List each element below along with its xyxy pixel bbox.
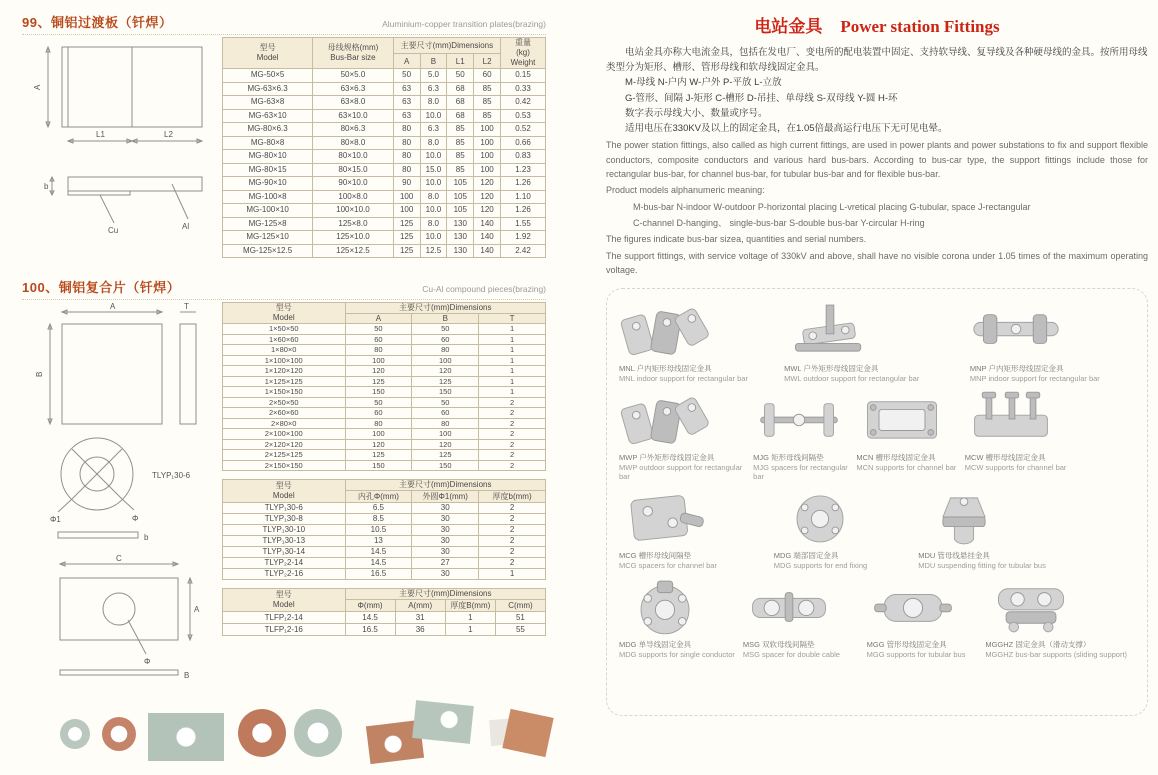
photo-green-washer-small xyxy=(60,719,90,749)
dim-a: A xyxy=(33,84,42,90)
intro-zh-line-3: 数字表示母线大小、数量或序号。 xyxy=(625,107,768,119)
product-caption-zh: MSG 双软母线间隔垫 xyxy=(742,640,815,650)
section-100-title: 100、铜铝复合片（钎焊） xyxy=(22,280,181,295)
product-caption-en: MDU suspending fitting for tubular bus xyxy=(918,561,1046,571)
table-row: 1×125×125 125 125 1 xyxy=(223,376,546,387)
product-row xyxy=(619,384,1135,483)
product-row xyxy=(619,571,1135,660)
washer-drawing xyxy=(22,432,220,550)
bar-clamp-icon xyxy=(970,295,1129,361)
table-row: 1×150×150 150 150 1 xyxy=(223,387,546,398)
table-body xyxy=(223,324,546,471)
product-cell-mdg2 xyxy=(619,571,743,660)
dim-b2: b xyxy=(144,533,149,542)
intro-zh-paragraph: 电站金具亦称大电流金具，包括在发电厂、变电所的配电装置中固定、支持软导线、复导线及各种硬母线的金具。按所用母线类型分为矩形、槽形、管形母线和软母线固定金具。 xyxy=(606,47,1148,74)
table-row: MG-100×10 100×10.0 100 10.0 105 120 1.26 xyxy=(223,204,546,218)
dim-a2: A xyxy=(194,605,200,614)
product-caption-zh: MDU 管母线悬挂金具 xyxy=(918,551,990,561)
table-row: TLYP₁30-6 6.5 30 2 xyxy=(223,503,546,514)
product-caption-zh: MNP 户内矩形母线固定金具 xyxy=(969,363,1064,373)
page-title-en: Power station Fittings xyxy=(840,17,1000,36)
intro-en-line-5: The support fittings, with service voltage of 330kV and above, shall have no visible corona under 1.05 times of the maximum operating voltage. xyxy=(606,250,1148,276)
table-row: MG-80×10 80×10.0 80 10.0 85 100 0.83 xyxy=(223,150,546,164)
table-row: MG-80×6.3 80×6.3 80 6.3 85 100 0.52 xyxy=(223,123,546,137)
dim-b: b xyxy=(44,182,49,191)
table-row: MG-125×12.5 125×12.5 125 12.5 130 140 2.42 xyxy=(223,244,546,258)
product-caption-en: MGGHZ bus-bar supports (sliding support) xyxy=(985,650,1128,660)
table-row: 1×60×60 60 60 1 xyxy=(223,334,546,345)
flange-icon xyxy=(774,482,912,548)
product-caption-en: MJG spacers for rectangular bar xyxy=(753,462,848,482)
product-caption-en: MCW supports for channel bar xyxy=(964,462,1067,472)
intro-text xyxy=(606,45,1148,278)
section-100-subtitle-en: Cu-Al compound pieces(brazing) xyxy=(422,284,546,294)
product-cell-mgghz xyxy=(985,571,1135,660)
product-caption-zh: MJG 矩形母线间隔垫 xyxy=(753,452,824,462)
table-row: MG-80×8 80×8.0 80 8.0 85 100 0.66 xyxy=(223,136,546,150)
intro-zh-line-1: M-母线 N-户内 W-户外 P-平放 L-立放 xyxy=(625,77,782,89)
product-caption-zh: MGG 管形母线固定金具 xyxy=(866,640,947,650)
product-caption-en: MCN supports for channel bar xyxy=(856,462,957,472)
product-caption-en: MCG spacers for channel bar xyxy=(619,561,717,571)
product-cell-mjg xyxy=(753,384,856,483)
transition-plates-table: 型号 Model 母线规格(mm) Bus-Bar size 主要尺寸(mm)Dimensions 重量 (kg) Weight A B L1 L2 MG-50×5 50×5.0 50 5.0 50 60 0.15 MG-63×6.3 63×6.3 63 6.3 68 85 0.33 MG-63×8 63×8.0 63 8.0 68 85 0.42 MG-63×10 63×10.0 63 10.0 68 85 0.53 MG-80×6.3 80×6.3 80 6.3 85 100 0.52 MG-80×8 80×8.0 80 8.0 85 100 0.66 MG-80×10 80×10.0 80 10.0 85 100 0.83 MG-80×15 80×15.0 80 15.0 85 100 1.23 MG-90×10 90×10.0 90 10.0 105 120 1.26 MG-100×8 100×8.0 100 8.0 105 120 1.10 MG-100×10 100×10.0 100 10.0 105 120 1.26 MG-125×8 125×8.0 125 8.0 130 140 1.55 MG-125×10 125×10.0 125 10.0 130 140 1.92 MG-125×12.5 125×12.5 125 12.5 130 140 2.42 xyxy=(222,37,546,258)
intro-en-paragraph: The power station fittings, also called as high current fittings, are used in power plants and power substations to fix and support flexible conductors, composite conductors and various hard bus-bars. According to bus-car type, the support fittings include those for rectangular bus-bar, for channel bus-bar, for tubular bus-bar and for flexible bus-bar. xyxy=(606,140,1148,179)
table-row: TLYP₂2-16 16.5 30 1 xyxy=(223,569,546,580)
photo-copper-washer-small xyxy=(102,717,136,751)
product-gallery-box xyxy=(606,288,1148,716)
intro-zh-line-2: G-管形、间隔 J-矩形 C-槽形 D-吊挂、单母线 S-双母线 Y-圆 H-环 xyxy=(625,92,898,104)
table-row: 2×80×0 80 80 2 xyxy=(223,418,546,429)
round-base-icon xyxy=(619,571,737,637)
dim-b3: B xyxy=(184,671,190,680)
right-page xyxy=(592,0,1158,700)
page-title xyxy=(606,12,1148,37)
intro-en-line-2: M-bus-bar N-indoor W-outdoor P-horizontal placing L-vretical placing G-tubular, space J-rectangular xyxy=(633,201,1031,212)
product-cell-mdg xyxy=(774,482,918,571)
table-row: MG-50×5 50×5.0 50 5.0 50 60 0.15 xyxy=(223,69,546,83)
product-cell-mcn xyxy=(856,384,964,483)
section-99-header xyxy=(22,12,546,35)
product-caption-zh: MDG 单导线固定金具 xyxy=(619,640,692,650)
product-cell-mnl xyxy=(619,295,784,384)
product-caption-zh: MWL 户外矩形母线固定金具 xyxy=(784,363,879,373)
tlyp-washers-table: 型号 Model 主要尺寸(mm)Dimensions 内孔Φ(mm) 外圆Φ1(mm) 厚度b(mm) TLYP₁30-6 6.5 30 2 TLYP₁30-8 8.5 30 2 TLYP₁30-10 10.5 30 2 TLYP₁30-13 13 30 2 TLYP₁30-14 14.5 30 2 TLYP₂2-14 14.5 27 2 TLYP₂2-16 16.5 30 1 xyxy=(222,479,546,580)
table-row: TLYP₂2-14 14.5 27 2 xyxy=(223,558,546,569)
table-row: MG-90×10 90×10.0 90 10.0 105 120 1.26 xyxy=(223,177,546,191)
table-row: TLYP₁30-13 13 30 2 xyxy=(223,536,546,547)
product-cell-mcw xyxy=(965,384,1135,483)
table-row: 2×60×60 60 60 2 xyxy=(223,408,546,419)
table-row: 2×50×50 50 50 2 xyxy=(223,397,546,408)
table-row: MG-80×15 80×15.0 80 15.0 85 100 1.23 xyxy=(223,163,546,177)
post-bracket-icon xyxy=(784,295,964,361)
dim-c: C xyxy=(116,554,122,563)
product-caption-en: MNP indoor support for rectangular bar xyxy=(969,373,1100,383)
product-grid xyxy=(619,295,1135,660)
dim-b: B xyxy=(35,371,44,377)
transition-plate-drawing xyxy=(22,37,220,257)
compound-piece-square-drawing xyxy=(22,302,220,432)
product-caption-en: MWL outdoor support for rectangular bar xyxy=(784,373,920,383)
table-row: TLFP₁2-16 16.5 36 1 55 xyxy=(223,624,546,636)
spacer-rod-icon xyxy=(753,384,850,450)
tube-clamp-icon xyxy=(867,571,980,637)
table-body xyxy=(223,69,546,258)
photo-green-washer-large xyxy=(294,709,342,757)
compound-pieces-table: 型号 Model 主要尺寸(mm)Dimensions A B T 1×50×50 50 50 1 1×60×60 60 60 1 1×80×0 80 80 1 1×100×100 100 100 1 1×120×120 120 120 1 1×125×125 125 125 1 1×150×150 150 150 1 2×50×50 50 50 2 2×60×60 60 60 2 2×80×0 80 80 2 2×100×100 100 100 2 2×120×120 120 120 2 2×125×125 125 125 2 2×150×150 150 150 2 xyxy=(222,302,546,471)
product-cell-mwp xyxy=(619,384,753,483)
product-caption-zh: MDG 端部固定金具 xyxy=(773,551,839,561)
product-cell-mnp xyxy=(970,295,1135,384)
photo-green-plate-hole-2 xyxy=(412,700,474,744)
product-caption-en: MDG supports for end fixing xyxy=(773,561,868,571)
table-row: 2×120×120 120 120 2 xyxy=(223,439,546,450)
dim-a: A xyxy=(110,302,116,311)
dim-phi1: Φ1 xyxy=(50,515,61,524)
table-row: 1×120×120 120 120 1 xyxy=(223,366,546,377)
table-body xyxy=(223,503,546,580)
table-row: 1×50×50 50 50 1 xyxy=(223,324,546,335)
photo-copper-square xyxy=(502,709,553,757)
bracket-plates-icon xyxy=(619,384,747,450)
channel-bolts-icon xyxy=(965,384,1129,450)
left-page xyxy=(0,0,592,700)
double-clamp-icon xyxy=(743,571,861,637)
table-row: MG-63×6.3 63×6.3 63 6.3 68 85 0.33 xyxy=(223,82,546,96)
section-99-title: 99、铜铝过渡板（钎焊） xyxy=(22,15,173,30)
spacer-plate-icon xyxy=(619,482,768,548)
product-caption-en: MGG supports for tubular bus xyxy=(866,650,966,660)
table-row: TLYP₁30-14 14.5 30 2 xyxy=(223,547,546,558)
dim-phi: Φ xyxy=(132,514,139,523)
label-al: Al xyxy=(182,222,190,231)
bracket-plates-icon xyxy=(619,295,778,361)
product-row xyxy=(619,482,1135,571)
channel-frame-icon xyxy=(856,384,958,450)
plate-with-hole-drawing xyxy=(22,550,220,685)
table-row: 1×100×100 100 100 1 xyxy=(223,355,546,366)
product-cell-mwl xyxy=(784,295,970,384)
table-row: TLYP₁30-8 8.5 30 2 xyxy=(223,514,546,525)
cu-al-pieces-photo-strip xyxy=(22,693,567,775)
product-caption-zh: MCG 槽形母线间隔垫 xyxy=(619,551,692,561)
photo-copper-washer-large xyxy=(238,709,286,757)
table-row: MG-100×8 100×8.0 100 8.0 105 120 1.10 xyxy=(223,190,546,204)
label-cu: Cu xyxy=(108,226,119,235)
section-100-header xyxy=(22,277,546,300)
table-body xyxy=(223,612,546,636)
page-title-zh: 电站金具 xyxy=(754,17,823,36)
intro-zh-line-4: 适用电压在330KV及以上的固定金具，在1.05倍最高运行电压下无可见电晕。 xyxy=(625,122,948,134)
table-row: 2×125×125 125 125 2 xyxy=(223,450,546,461)
product-caption-zh: MCN 槽形母线固定金具 xyxy=(856,452,936,462)
table-row: TLYP₁30-10 10.5 30 2 xyxy=(223,525,546,536)
dim-t: T xyxy=(184,302,189,311)
product-caption-en: MNL indoor support for rectangular bar xyxy=(619,373,748,383)
intro-en-line-4: The figures indicate bus-bar sizea, quantities and serial numbers. xyxy=(606,234,867,245)
product-caption-en: MWP outdoor support for rectangular bar xyxy=(619,462,743,482)
product-cell-mcg xyxy=(619,482,774,571)
table-row: MG-125×8 125×8.0 125 8.0 130 140 1.55 xyxy=(223,217,546,231)
table-row: 1×80×0 80 80 1 xyxy=(223,345,546,356)
product-caption-en: MSG spacer for double cable xyxy=(742,650,840,660)
tlfp-plates-table: 型号 Model 主要尺寸(mm)Dimensions Φ(mm) A(mm) 厚度B(mm) C(mm) TLFP₁2-14 14.5 31 1 51 TLFP₁2-16 16.5 36 1 55 xyxy=(222,588,546,636)
product-caption-zh: MCW 槽形母线固定金具 xyxy=(964,452,1046,462)
product-cell-mgg xyxy=(867,571,986,660)
product-cell-mdu xyxy=(918,482,1135,571)
product-row xyxy=(619,295,1135,384)
product-caption-zh: MWP 户外矩形母线固定金具 xyxy=(619,452,715,462)
table-row: MG-125×10 125×10.0 125 10.0 130 140 1.92 xyxy=(223,231,546,245)
table-row: 2×100×100 100 100 2 xyxy=(223,429,546,440)
table-row: MG-63×10 63×10.0 63 10.0 68 85 0.53 xyxy=(223,109,546,123)
product-caption-zh: MNL 户内矩形母线固定金具 xyxy=(619,363,712,373)
table-row: MG-63×8 63×8.0 63 8.0 68 85 0.42 xyxy=(223,96,546,110)
table-row: TLFP₁2-14 14.5 31 1 51 xyxy=(223,612,546,624)
product-caption-zh: MGGHZ 固定金具（滑动支撑） xyxy=(985,640,1091,650)
washer-model-label: TLYP₁30-6 xyxy=(152,471,191,480)
slide-support-icon xyxy=(985,571,1129,637)
intro-en-line-1: Product models alphanumeric meaning: xyxy=(606,185,765,196)
intro-en-line-3: C-channel D-hanging、 single-bus-bar S-double bus-bar Y-circular H-ring xyxy=(633,218,925,229)
section-99-subtitle-en: Aluminium-copper transition plates(brazing) xyxy=(382,19,546,29)
dim-l1: L1 xyxy=(96,130,105,139)
product-caption-en: MDG supports for single conductor xyxy=(619,650,735,660)
dim-l2: L2 xyxy=(164,130,173,139)
product-cell-msg xyxy=(743,571,867,660)
cone-socket-icon xyxy=(918,482,1129,548)
photo-green-plate-hole xyxy=(148,713,224,761)
table-row: 2×150×150 150 150 2 xyxy=(223,460,546,471)
dim-phi2: Φ xyxy=(144,657,151,666)
